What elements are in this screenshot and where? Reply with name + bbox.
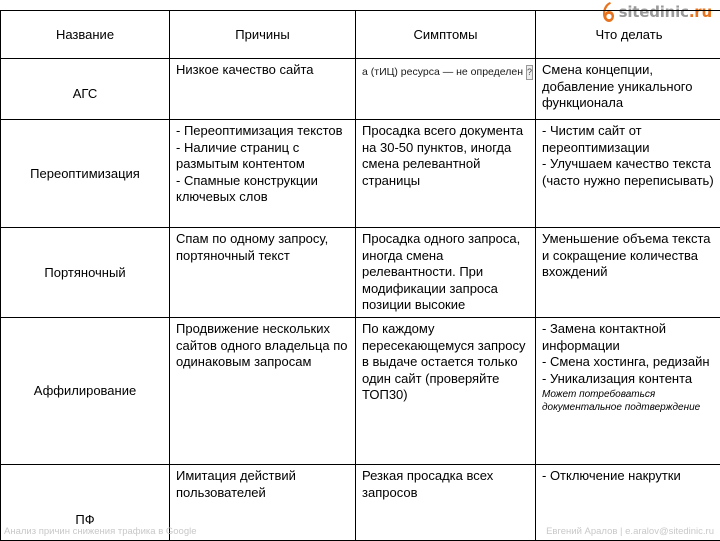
row-symptoms: По каждому пересекающемуся запросу в выдаче остается только один сайт (проверяйте ТОП30)	[356, 318, 536, 465]
row-causes: Низкое качество сайта	[170, 59, 356, 120]
row-causes: Спам по одному запросу, портяночный текст	[170, 228, 356, 318]
row-symptoms: Просадка одного запроса, иногда смена релевантности. При модификации запроса позиции высокие	[356, 228, 536, 318]
footer-right-text: Евгений Аралов | e.aralov@sitedinic.ru	[546, 526, 714, 537]
actions-text: - Замена контактной информации - Смена хостинга, редизайн - Уникализация контента	[542, 321, 710, 386]
table-row	[1, 228, 720, 318]
row-causes: - Переоптимизация текстов - Наличие страниц с размытым контентом - Спамные конструкции ключевых слов	[170, 120, 356, 228]
row-actions: Смена концепции, добавление уникального функционала	[536, 59, 720, 120]
row-actions: - Чистим сайт от переоптимизации - Улучшаем качество текста (часто нужно переписывать)	[536, 120, 720, 228]
row-actions: Уменьшение объема текста и сокращение количества вхождений	[536, 228, 720, 318]
header-name: Название	[1, 11, 170, 59]
row-name: Портяночный	[1, 228, 170, 318]
header-causes: Причины	[170, 11, 356, 59]
row-actions: - Отключение накрутки	[536, 465, 720, 541]
row-symptoms: Резкая просадка всех запросов	[356, 465, 536, 541]
symptom-screenshot-snippet	[362, 64, 529, 81]
row-causes: Продвижение нескольких сайтов одного владельца по одинаковым запросам	[170, 318, 356, 465]
header-symptoms: Симптомы	[356, 11, 536, 59]
row-name: Аффилирование	[1, 318, 170, 465]
row-symptoms: Просадка всего документа на 30-50 пунктов, иногда смена релевантной страницы	[356, 120, 536, 228]
table-header-row	[1, 11, 720, 59]
row-symptoms	[356, 59, 536, 120]
help-icon: ?	[526, 65, 533, 80]
row-name: Переоптимизация	[1, 120, 170, 228]
snippet-text: a (тИЦ) ресурса — не определен	[362, 64, 523, 81]
row-causes: Имитация действий пользователей	[170, 465, 356, 541]
row-name: АГС	[1, 59, 170, 120]
table-row	[1, 59, 720, 120]
footer-left-text: Анализ причин снижения трафика в Google	[4, 526, 197, 537]
row-name: ПФ	[1, 465, 170, 541]
ranking-issues-table	[0, 10, 720, 541]
slide-footer	[0, 524, 720, 540]
table-row	[1, 318, 720, 465]
header-actions: Что делать	[536, 11, 720, 59]
logo-text: sitedinic.ru	[619, 3, 712, 21]
row-actions	[536, 318, 720, 465]
actions-note: Может потребоваться документальное подтверждение	[542, 388, 716, 414]
table-row	[1, 120, 720, 228]
